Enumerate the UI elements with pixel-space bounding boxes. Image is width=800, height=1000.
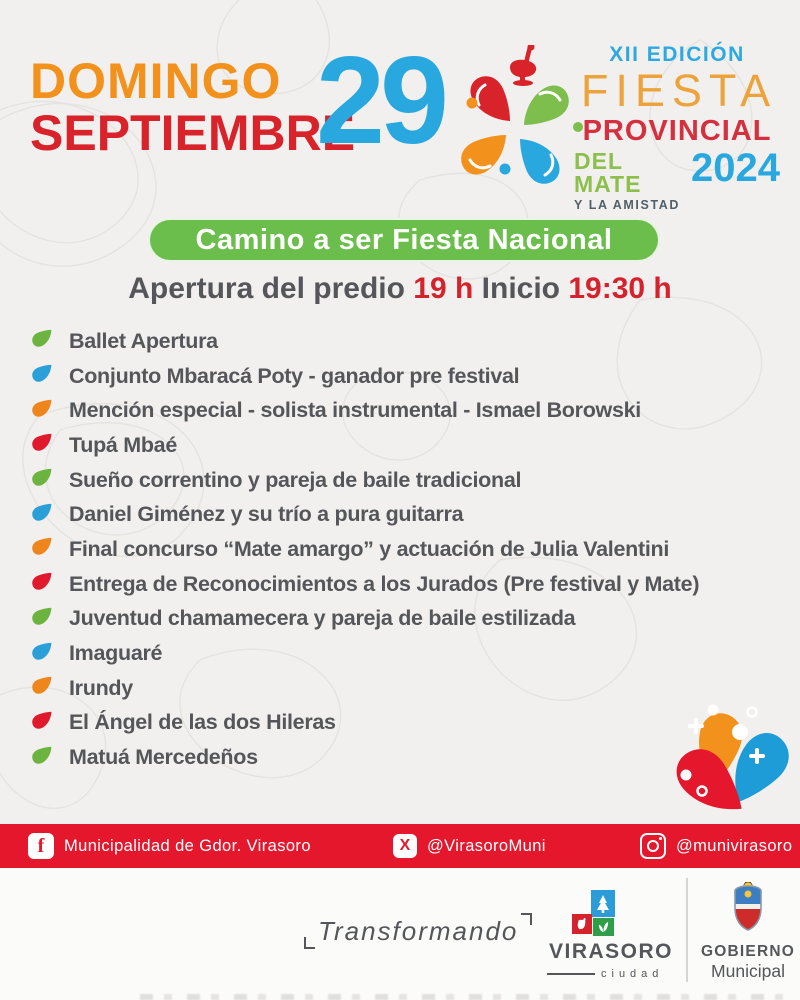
event-label: Sueño correntino y pareja de baile tradicional: [69, 467, 522, 492]
leaf-bullet-icon: [31, 468, 53, 492]
footer-divider: [686, 878, 688, 982]
leaf-bullet-icon: [31, 711, 53, 735]
event-label: Conjunto Mbaracá Poty - ganador pre festival: [69, 363, 520, 388]
intro-time1: 19 h: [413, 272, 474, 305]
date-day-label: DOMINGO: [30, 53, 282, 109]
national-fiesta-banner: [148, 218, 660, 262]
event-list-item: [31, 428, 699, 463]
city-sub-label: ciudad: [601, 968, 664, 980]
instagram-link[interactable]: [640, 824, 792, 868]
event-list-item: [31, 602, 699, 637]
leaf-bullet-icon: [31, 329, 53, 353]
mate-swirl-logo-icon: [452, 45, 587, 200]
event-list-item: [31, 706, 699, 741]
city-name-label: VIRASORO: [548, 940, 673, 963]
leaf-bullet-icon: [31, 676, 53, 700]
leaf-bullet-icon: [31, 746, 53, 770]
event-label: Entrega de Reconocimientos a los Jurados (Pre festival y Mate): [69, 571, 700, 596]
city-logo-leaf-icon: [593, 918, 614, 936]
facebook-handle: Municipalidad de Gdor. Virasoro: [64, 836, 311, 855]
heart-drops-graphic: [663, 674, 797, 820]
event-label: Imaguaré: [69, 641, 163, 666]
event-label: Mención especial - solista instrumental - Ismael Borowski: [69, 398, 641, 423]
instagram-handle: @munivirasoro: [676, 836, 793, 855]
bracket-right-icon: [521, 913, 532, 925]
logo-delmate-label: DEL MATE: [574, 148, 642, 197]
leaf-bullet-icon: [31, 433, 53, 457]
event-list-item: [31, 532, 699, 567]
city-logo-tree-icon: [591, 890, 615, 917]
facebook-link[interactable]: [28, 824, 311, 868]
event-list-item: [31, 463, 699, 498]
city-logo-rule: [547, 973, 595, 976]
leaf-bullet-icon: [31, 503, 53, 527]
coat-of-arms-icon: [727, 882, 769, 934]
event-list-item: [31, 324, 699, 359]
logo-year-label: 2024: [691, 146, 780, 190]
event-label: Ballet Apertura: [69, 328, 218, 353]
opening-times-line: [0, 272, 800, 306]
cutoff-text-strip: [140, 994, 795, 1000]
social-bar: [0, 824, 800, 868]
leaf-bullet-icon: [31, 537, 53, 561]
event-label: Matuá Mercedeños: [69, 745, 258, 770]
logo-edition-label: XII EDICIÓN: [609, 43, 745, 66]
transformando-wordmark: [318, 916, 518, 947]
x-twitter-link[interactable]: [393, 824, 546, 868]
leaf-bullet-icon: [31, 364, 53, 388]
event-list-item: [31, 393, 699, 428]
event-list: [31, 324, 699, 775]
event-list-item: [31, 636, 699, 671]
event-list-item: [31, 671, 699, 706]
event-list-item: [31, 740, 699, 775]
event-list-item: [31, 567, 699, 602]
date-month-label: SEPTIEMBRE: [30, 105, 356, 161]
x-handle: @VirasoroMuni: [427, 836, 546, 855]
logo-fiesta-label: FIESTA: [580, 65, 778, 116]
leaf-bullet-icon: [31, 607, 53, 631]
event-label: Final concurso “Mate amargo” y actuación de Julia Valentini: [69, 536, 669, 561]
banner-label: Camino a ser Fiesta Nacional: [195, 223, 613, 256]
logo-provincial-label: PROVINCIAL: [582, 115, 772, 147]
x-twitter-icon: X: [393, 834, 417, 858]
city-logo-mate-icon: [572, 914, 592, 934]
event-label: El Ángel de las dos Hileras: [69, 710, 336, 735]
instagram-icon: [640, 833, 666, 859]
intro-time2: 19:30 h: [568, 272, 672, 305]
fiesta-logo-lockup: [574, 44, 780, 212]
municipal-government-logo: [700, 882, 796, 982]
bracket-left-icon: [304, 937, 315, 949]
government-line2-label: Municipal: [711, 961, 785, 981]
event-label: Irundy: [69, 675, 133, 700]
facebook-icon: f: [28, 833, 54, 859]
event-list-item: [31, 359, 699, 394]
event-label: Juventud chamamecera y pareja de baile estilizada: [69, 606, 576, 631]
leaf-bullet-icon: [31, 572, 53, 596]
intro-part2: Inicio: [481, 272, 561, 305]
footer: [0, 868, 800, 1000]
event-label: Tupá Mbaé: [69, 432, 177, 457]
intro-part1: Apertura del predio: [128, 272, 405, 305]
event-list-item: [31, 497, 699, 532]
slogan-label: Transformando: [318, 916, 519, 946]
government-line1-label: GOBIERNO: [701, 943, 795, 960]
leaf-bullet-icon: [31, 399, 53, 423]
leaf-bullet-icon: [31, 642, 53, 666]
logo-amistad-label: Y LA AMISTAD: [574, 198, 681, 212]
date-day-number: 29: [316, 32, 444, 170]
event-label: Daniel Giménez y su trío a pura guitarra: [69, 502, 464, 527]
